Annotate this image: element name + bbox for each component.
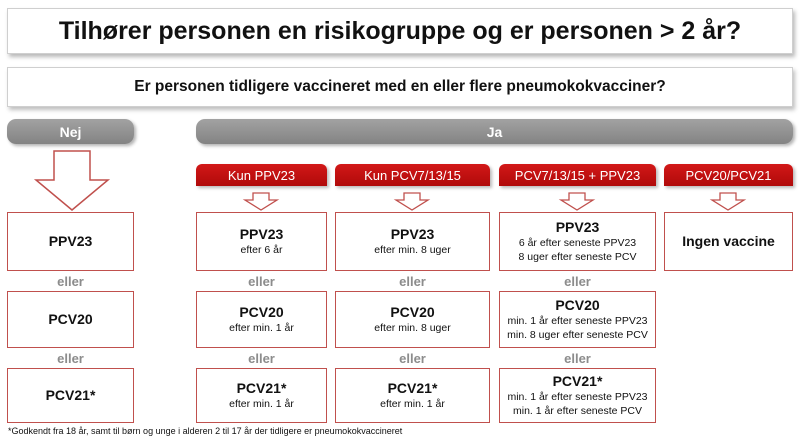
kun-pcv-option-ppv23-title: PPV23 bbox=[390, 226, 435, 242]
pcv-ppv23-option-pcv21-detail-1: min. 1 år efter seneste PPV23 bbox=[507, 391, 648, 403]
pcv-ppv23-option-ppv23 bbox=[499, 212, 656, 271]
pcv-ppv23-option-pcv20-detail-1: min. 1 år efter seneste PPV23 bbox=[507, 315, 648, 327]
pcv20-pcv21-option-none-title: Ingen vaccine bbox=[682, 233, 775, 249]
pcv-ppv23-option-pcv20-title: PCV20 bbox=[555, 297, 600, 313]
kun-pcv-option-pcv21-title: PCV21* bbox=[387, 380, 438, 396]
nej-separator-2: eller bbox=[57, 350, 84, 366]
kun-ppv23-option-pcv21-detail: efter min. 1 år bbox=[229, 398, 294, 410]
category-kun-pcv bbox=[335, 164, 490, 186]
category-pcv-ppv23-label: PCV7/13/15 + PPV23 bbox=[514, 167, 641, 183]
kun-ppv23-option-pcv20-title: PCV20 bbox=[239, 304, 284, 320]
pcv-ppv23-option-pcv20-detail-2: min. 8 uger efter seneste PCV bbox=[507, 329, 648, 341]
main-question-text: Tilhører personen en risikogruppe og er personen > 2 år? bbox=[58, 16, 742, 45]
kun-ppv23-option-ppv23 bbox=[196, 212, 327, 271]
kun-pcv-option-pcv20 bbox=[335, 291, 490, 348]
pcv-ppv23-option-pcv21-detail-2: min. 1 år efter seneste PCV bbox=[513, 405, 642, 417]
vaccination-history-question-box bbox=[7, 67, 793, 107]
kun-pcv-option-pcv21-detail: efter min. 1 år bbox=[380, 398, 445, 410]
kun-ppv23-arrow-icon bbox=[243, 192, 279, 212]
main-question-box bbox=[7, 8, 793, 54]
pcv-ppv23-separator-1: eller bbox=[564, 273, 591, 289]
kun-ppv23-option-pcv20-detail: efter min. 1 år bbox=[229, 322, 294, 334]
kun-pcv-option-pcv21 bbox=[335, 368, 490, 423]
kun-ppv23-separator-1: eller bbox=[248, 273, 275, 289]
pcv20-pcv21-option-none bbox=[664, 212, 793, 271]
nej-option-pcv21-title: PCV21* bbox=[45, 387, 96, 403]
kun-pcv-arrow-icon bbox=[394, 192, 430, 212]
category-pcv20-pcv21 bbox=[664, 164, 793, 186]
kun-pcv-option-ppv23-detail: efter min. 8 uger bbox=[374, 244, 451, 256]
category-kun-ppv23 bbox=[196, 164, 327, 186]
branch-yes-label: Ja bbox=[486, 123, 503, 140]
kun-ppv23-separator-2: eller bbox=[248, 350, 275, 366]
kun-pcv-option-pcv20-title: PCV20 bbox=[390, 304, 435, 320]
pcv-ppv23-arrow-icon bbox=[559, 192, 595, 212]
nej-option-ppv23 bbox=[7, 212, 134, 271]
kun-ppv23-option-ppv23-title: PPV23 bbox=[239, 226, 284, 242]
pcv20-pcv21-arrow-icon bbox=[710, 192, 746, 212]
kun-pcv-separator-2: eller bbox=[399, 350, 426, 366]
category-pcv20-pcv21-label: PCV20/PCV21 bbox=[685, 167, 772, 183]
nej-option-pcv20 bbox=[7, 291, 134, 348]
pcv-ppv23-option-pcv20 bbox=[499, 291, 656, 348]
kun-ppv23-option-pcv20 bbox=[196, 291, 327, 348]
pcv-ppv23-option-pcv21 bbox=[499, 368, 656, 423]
kun-pcv-separator-1: eller bbox=[399, 273, 426, 289]
pcv-ppv23-option-ppv23-detail-2: 8 uger efter seneste PCV bbox=[518, 251, 637, 263]
kun-ppv23-option-pcv21-title: PCV21* bbox=[236, 380, 287, 396]
pcv-ppv23-option-pcv21-title: PCV21* bbox=[552, 373, 603, 389]
nej-option-pcv20-title: PCV20 bbox=[48, 311, 93, 327]
category-pcv-ppv23 bbox=[499, 164, 656, 186]
branch-yes-bar bbox=[196, 119, 793, 144]
kun-pcv-option-ppv23 bbox=[335, 212, 490, 271]
no-branch-arrow-icon bbox=[34, 150, 110, 212]
pcv-ppv23-separator-2: eller bbox=[564, 350, 591, 366]
category-kun-pcv-label: Kun PCV7/13/15 bbox=[364, 167, 461, 183]
vaccination-history-question-text: Er personen tidligere vaccineret med en eller flere pneumokokvacciner? bbox=[134, 78, 666, 95]
nej-option-pcv21 bbox=[7, 368, 134, 423]
kun-pcv-option-pcv20-detail: efter min. 8 uger bbox=[374, 322, 451, 334]
category-kun-ppv23-label: Kun PPV23 bbox=[227, 167, 296, 183]
nej-separator-1: eller bbox=[57, 273, 84, 289]
pcv-ppv23-option-ppv23-detail-1: 6 år efter seneste PPV23 bbox=[518, 237, 637, 249]
footnote: *Godkendt fra 18 år, samt til børn og unge i alderen 2 til 17 år der tidligere er pneumokokvaccineret bbox=[8, 426, 403, 436]
pcv-ppv23-option-ppv23-title: PPV23 bbox=[555, 219, 600, 235]
nej-option-ppv23-title: PPV23 bbox=[48, 233, 93, 249]
branch-no-bar bbox=[7, 119, 134, 144]
branch-no-label: Nej bbox=[59, 123, 82, 140]
kun-ppv23-option-pcv21 bbox=[196, 368, 327, 423]
kun-ppv23-option-ppv23-detail: efter 6 år bbox=[240, 244, 283, 256]
